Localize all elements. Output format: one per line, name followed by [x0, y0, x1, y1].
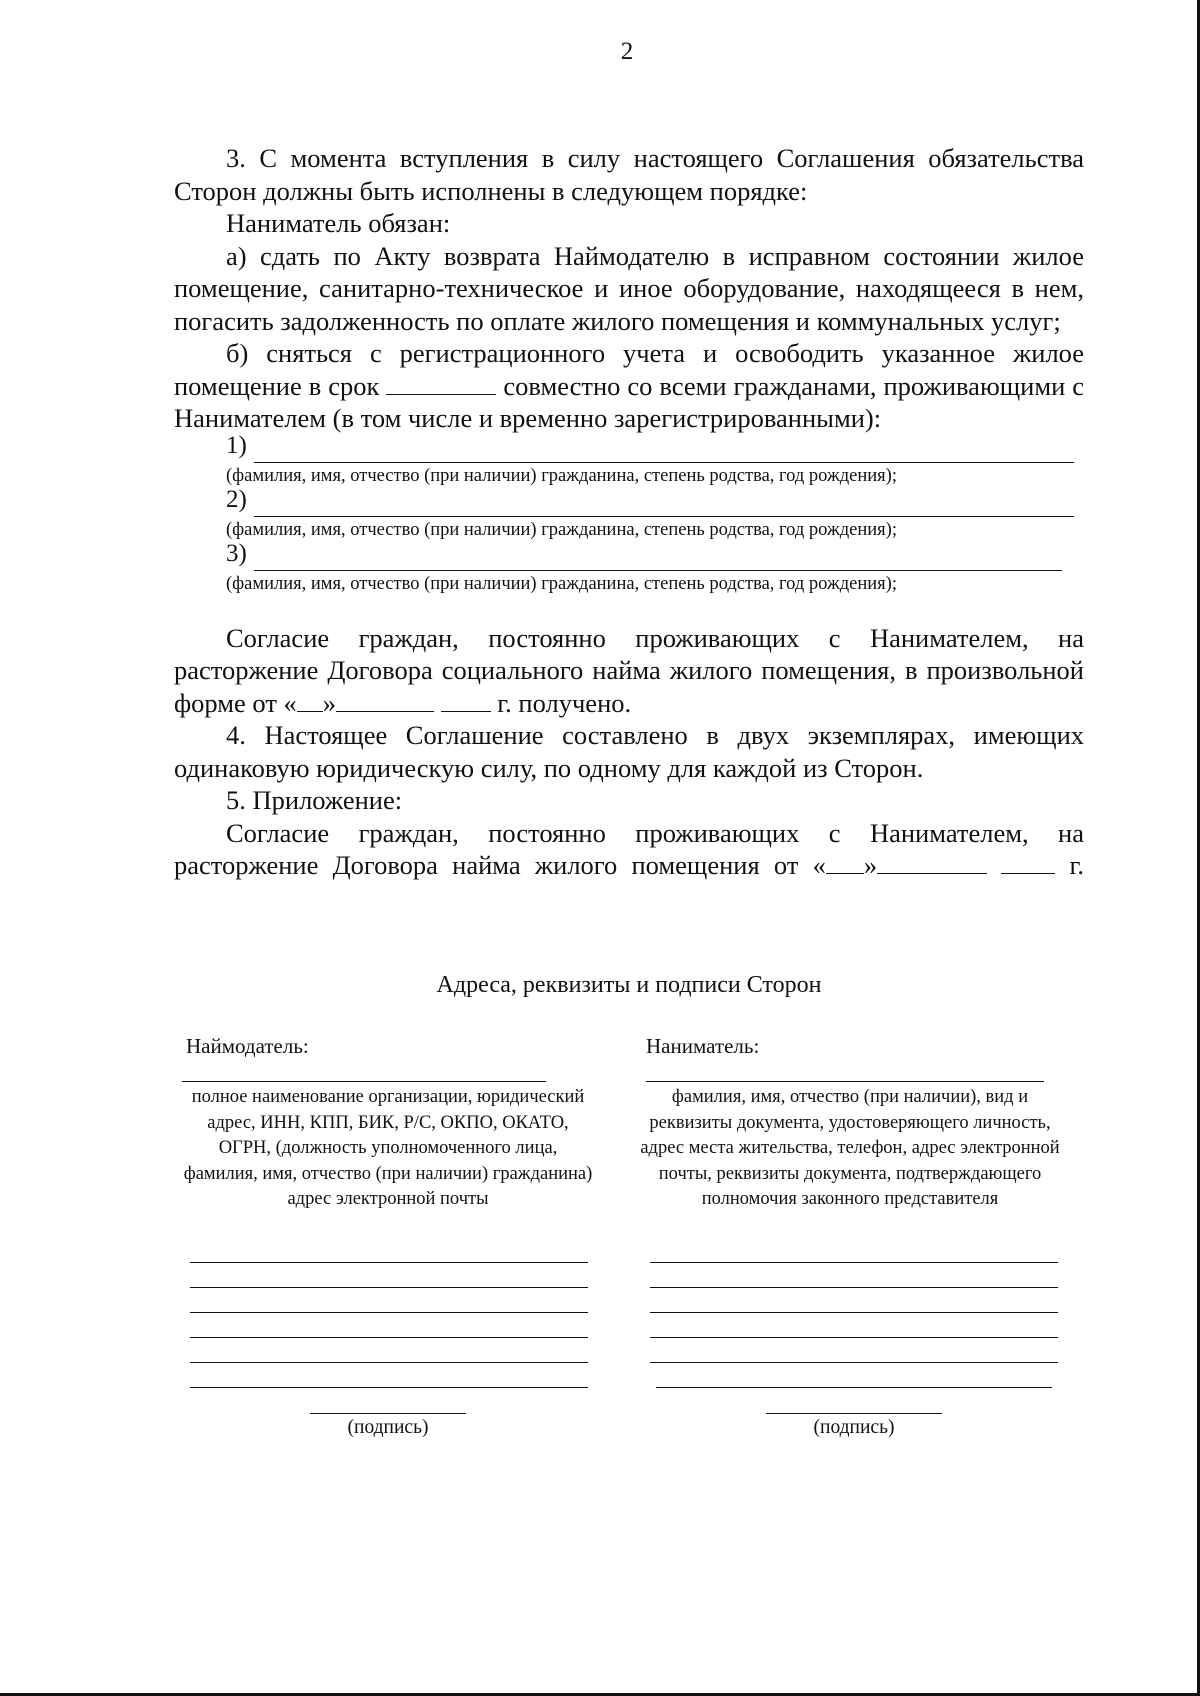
tenant-name-line[interactable] — [646, 1081, 1044, 1082]
resident-blank[interactable] — [254, 496, 1074, 517]
consent-year-blank[interactable] — [441, 689, 491, 712]
appendix-text: Согласие граждан, постоянно проживающих с Нанимателем, на расторжение Договора найма жилого помещения от — [174, 817, 1084, 880]
tenant-line[interactable] — [650, 1312, 1058, 1313]
landlord-name-line[interactable] — [182, 1081, 546, 1082]
appendix-suffix: г. — [1069, 850, 1085, 880]
resident-caption: (фамилия, имя, отчество (при наличии) гражданина, степень родства, год рождения); — [226, 519, 897, 540]
appendix-day-blank[interactable] — [826, 851, 864, 874]
tenant-title: Наниматель: — [646, 1034, 760, 1058]
clause-3-intro: 3. С момента вступления в силу настоящего Соглашения обязательства Сторон должны быть исполнены в следующем порядке: — [174, 143, 1084, 206]
appendix-year-blank[interactable] — [1001, 851, 1055, 874]
clause-3-item-a: а) сдать по Акту возврата Наймодателю в исправном состоянии жилое помещение, санитарно-техническое и иное оборудование, находящееся в нем, погасить задолженность по оплате жилого помещения и коммунальных услуг; — [174, 240, 1084, 336]
consent-suffix: г. получено. — [497, 687, 632, 718]
parties-heading: Адреса, реквизиты и подписи Сторон — [436, 972, 822, 998]
consent-paragraph — [174, 622, 1084, 720]
clause-4: 4. Настоящее Соглашение составлено в двух экземплярах, имеющих одинаковую юридическую силу, по одному для каждой из Сторон. — [174, 720, 1084, 783]
landlord-signature-label: (подпись) — [347, 1417, 429, 1438]
quote-open: « — [812, 850, 826, 880]
landlord-description: полное наименование организации, юридический адрес, ИНН, КПП, БИК, Р/С, ОКПО, ОКАТО, ОГРН, (должность уполномоченного лица, фамилия, имя, отчество (при наличии) гражданина) адрес электронной почты — [183, 1087, 593, 1209]
tenant-signature-label: (подпись) — [813, 1417, 895, 1438]
landlord-line[interactable] — [190, 1262, 588, 1263]
landlord-title: Наймодатель: — [186, 1034, 309, 1058]
consent-day-blank[interactable] — [297, 689, 323, 712]
clause-5-title: 5. Приложение: — [226, 785, 403, 815]
clause-3-item-b — [174, 337, 1084, 435]
resident-row — [174, 486, 1084, 517]
tenant-column — [640, 1034, 1060, 1438]
tenant-line[interactable] — [650, 1337, 1058, 1338]
clause-5-text — [174, 817, 1084, 882]
resident-blank[interactable] — [254, 442, 1074, 463]
landlord-line[interactable] — [190, 1287, 588, 1288]
deadline-blank[interactable] — [386, 372, 496, 395]
consent-month-blank[interactable] — [336, 689, 434, 712]
quote-close: » — [863, 850, 878, 880]
landlord-signature-line[interactable] — [310, 1413, 466, 1414]
resident-row — [174, 540, 1084, 571]
landlord-line[interactable] — [190, 1312, 588, 1313]
item-b-part1: б) сняться с регистрационного учета и освободить указанное жилое помещение в срок — [174, 338, 1084, 401]
resident-number: 1) — [226, 432, 247, 459]
landlord-column — [180, 1034, 600, 1438]
resident-caption: (фамилия, имя, отчество (при наличии) гражданина, степень родства, год рождения); — [226, 465, 897, 486]
resident-row — [174, 432, 1084, 463]
landlord-line[interactable] — [190, 1387, 588, 1388]
residents-list — [174, 432, 1084, 597]
quote-open: « — [283, 687, 297, 718]
item-b-part2: совместно со всеми гражданами, проживающими с Нанимателем (в том числе и временно зарегистрированными): — [174, 370, 1085, 433]
resident-number: 3) — [226, 540, 247, 567]
tenant-line[interactable] — [650, 1362, 1058, 1363]
tenant-description: фамилия, имя, отчество (при наличии), вид и реквизиты документа, удостоверяющего личность, адрес места жительства, телефон, адрес электронной почты, реквизиты документа, подтверждающего полномочия законного представителя — [640, 1087, 1060, 1209]
resident-blank[interactable] — [254, 550, 1062, 571]
tenant-line[interactable] — [656, 1387, 1052, 1388]
resident-caption: (фамилия, имя, отчество (при наличии) гражданина, степень родства, год рождения); — [226, 573, 897, 594]
page-number: 2 — [620, 38, 634, 65]
tenant-obliged: Наниматель обязан: — [226, 208, 451, 238]
consent-text: Согласие граждан, постоянно проживающих с Нанимателем, на расторжение Договора социального найма жилого помещения, в произвольной форме от — [174, 622, 1084, 718]
tenant-line[interactable] — [650, 1287, 1058, 1288]
landlord-line[interactable] — [190, 1362, 588, 1363]
landlord-line[interactable] — [190, 1337, 588, 1338]
tenant-line[interactable] — [650, 1262, 1058, 1263]
appendix-month-blank[interactable] — [877, 851, 987, 874]
resident-number: 2) — [226, 486, 247, 513]
quote-close: » — [322, 687, 337, 718]
agreement-body — [174, 142, 1084, 882]
tenant-signature-line[interactable] — [766, 1413, 942, 1414]
